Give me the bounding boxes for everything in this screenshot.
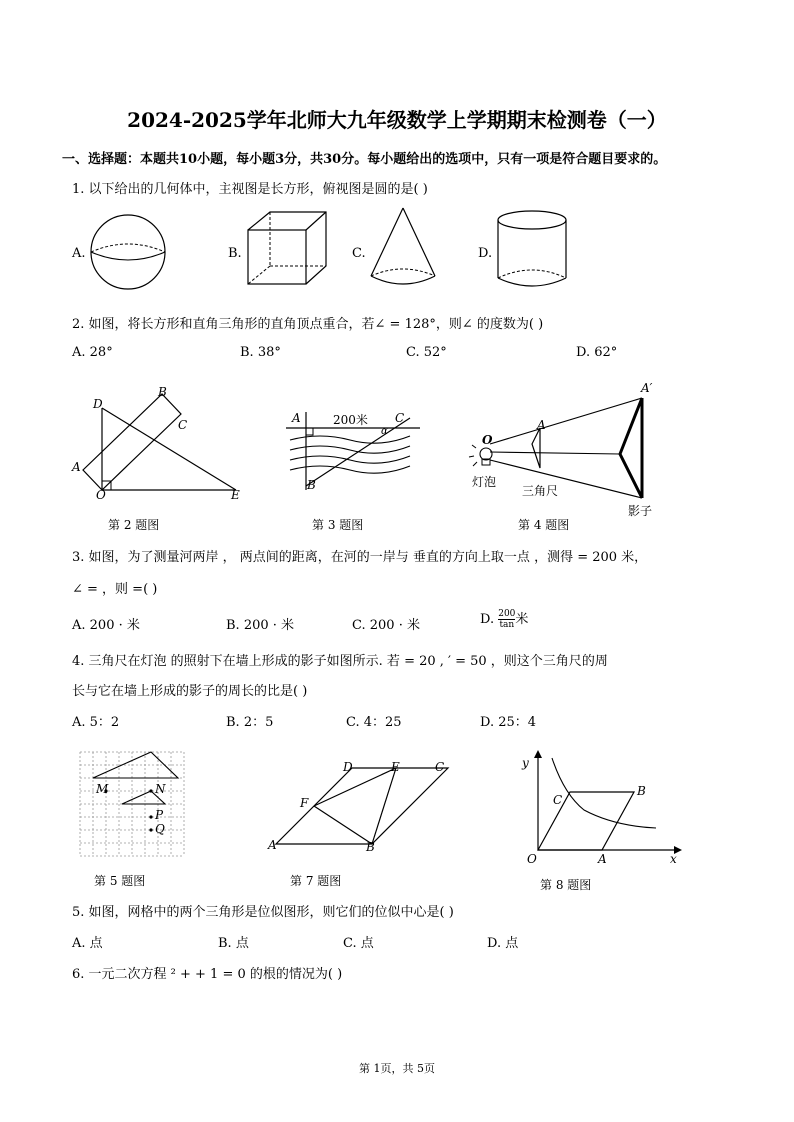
fig8-label-o: O (527, 852, 537, 866)
page-title: 2024-2025学年北师大九年级数学上学期期末检测卷（一） (127, 108, 667, 132)
q2-option-d: D. 62° (576, 345, 618, 360)
q4-option-d: D. 25：4 (480, 715, 537, 730)
q1-option-d-label: D. (478, 246, 493, 261)
q1-option-b-label: B. (228, 246, 242, 261)
q4-option-b: B. 2：5 (226, 715, 274, 730)
question-4-line-1: 4. 三角尺在灯泡 的照射下在墙上形成的影子如图所示. 若 = 20 , ′ = 50 ，则这个三角尺的周 (72, 654, 608, 669)
fig4-label-triangle: 三角尺 (522, 484, 559, 498)
fig7-label-a: A (268, 838, 277, 852)
q5-option-b: B. 点 (218, 936, 249, 951)
q3-option-d-label: D. (480, 612, 495, 627)
fig4-label-bulb: 灯泡 (472, 475, 497, 489)
q3-option-a: A. 200 · 米 (72, 618, 140, 633)
fig5-caption: 第 5 题图 (94, 874, 146, 888)
figure-7-parallelogram (262, 756, 452, 856)
q3-option-d-denominator: tan (499, 620, 515, 630)
question-1-stem: 1. 以下给出的几何体中，主视图是长方形，俯视图是圆的是( ) (72, 182, 428, 197)
cube-figure (244, 208, 334, 288)
fig4-label-shadow: 影子 (628, 504, 653, 518)
figure-8-coordinate-graph (524, 748, 684, 868)
fig3-caption: 第 3 题图 (312, 518, 364, 532)
fig3-label-a: A (292, 411, 301, 425)
fig7-label-b: B (366, 840, 375, 854)
page-footer: 第 1页，共 5页 (359, 1062, 435, 1075)
fig4-label-a-prime: A′ (641, 381, 653, 395)
question-4-line-2: 长与它在墙上形成的影子的周长的比是( ) (72, 684, 308, 699)
fig3-label-b: B (307, 478, 316, 492)
fig8-label-y: y (522, 756, 529, 770)
q3-option-d-numerator: 200 (498, 609, 516, 619)
question-6-stem: 6. 一元二次方程 ² + + 1 = 0 的根的情况为( ) (72, 967, 343, 982)
fig7-label-e: E (391, 760, 400, 774)
fig2-label-c: C (178, 418, 188, 432)
fig4-label-a: A (537, 418, 546, 432)
fig3-label-c: C (395, 411, 405, 425)
fig3-label-alpha: α (381, 426, 388, 437)
fig8-label-a: A (598, 852, 607, 866)
q3-option-b: B. 200 · 米 (226, 618, 295, 633)
cone-figure (368, 206, 438, 292)
q5-option-a: A. 点 (72, 936, 103, 951)
q1-option-a-label: A. (72, 246, 86, 261)
fig2-label-e: E (231, 488, 240, 502)
q5-option-c: C. 点 (343, 936, 374, 951)
q3-option-d-fraction (498, 609, 515, 630)
fig8-label-c: C (553, 793, 563, 807)
q2-option-c: C. 52° (406, 345, 447, 360)
q2-option-a: A. 28° (72, 345, 113, 360)
fig2-caption: 第 2 题图 (108, 518, 160, 532)
fig7-caption: 第 7 题图 (290, 874, 342, 888)
fig7-label-d: D (343, 760, 353, 774)
cylinder-figure (494, 208, 570, 292)
question-3-line-2: ∠ = ，则 =( ) (72, 582, 158, 597)
q4-option-a: A. 5：2 (72, 715, 120, 730)
fig8-label-b: B (637, 784, 646, 798)
fig8-label-x: x (670, 852, 677, 866)
section-heading: 一、选择题：本题共10小题，每小题3分，共30分。每小题给出的选项中，只有一项是符合题目要求的。 (62, 152, 667, 167)
fig2-label-b: B (158, 385, 167, 399)
fig4-label-o: O (482, 433, 493, 447)
fig2-label-o: O (96, 488, 106, 502)
question-3-line-1: 3. 如图，为了测量河两岸 ， 两点间的距离，在河的一岸与 垂直的方向上取一点 ，测得 = 200 米， (72, 550, 648, 565)
question-5-stem: 5. 如图，网格中的两个三角形是位似图形，则它们的位似中心是( ) (72, 905, 454, 920)
fig7-label-f: F (300, 796, 309, 810)
q2-option-b: B. 38° (240, 345, 281, 360)
q3-option-d-unit: 米 (515, 612, 529, 627)
q5-option-d: D. 点 (487, 936, 519, 951)
sphere-figure (88, 212, 168, 292)
fig7-label-c: C (435, 760, 445, 774)
figure-5-grid-diagram (80, 752, 186, 858)
fig2-label-a: A (72, 460, 81, 474)
question-2-stem: 2. 如图，将长方形和直角三角形的直角顶点重合，若∠ = 128°，则∠ 的度数为( ) (72, 317, 544, 332)
q1-option-c-label: C. (352, 246, 366, 261)
q3-option-c: C. 200 · 米 (352, 618, 420, 633)
fig2-label-d: D (93, 397, 103, 411)
fig5-label-m: M (96, 782, 109, 796)
q4-option-c: C. 4：25 (346, 715, 402, 730)
fig5-label-q: Q (155, 822, 165, 836)
fig5-label-n: N (155, 782, 166, 796)
fig4-caption: 第 4 题图 (518, 518, 570, 532)
q3-option-d (480, 608, 528, 630)
fig5-label-p: P (155, 808, 164, 822)
fig8-caption: 第 8 题图 (540, 878, 592, 892)
fig3-label-distance: 200米 (333, 413, 368, 427)
